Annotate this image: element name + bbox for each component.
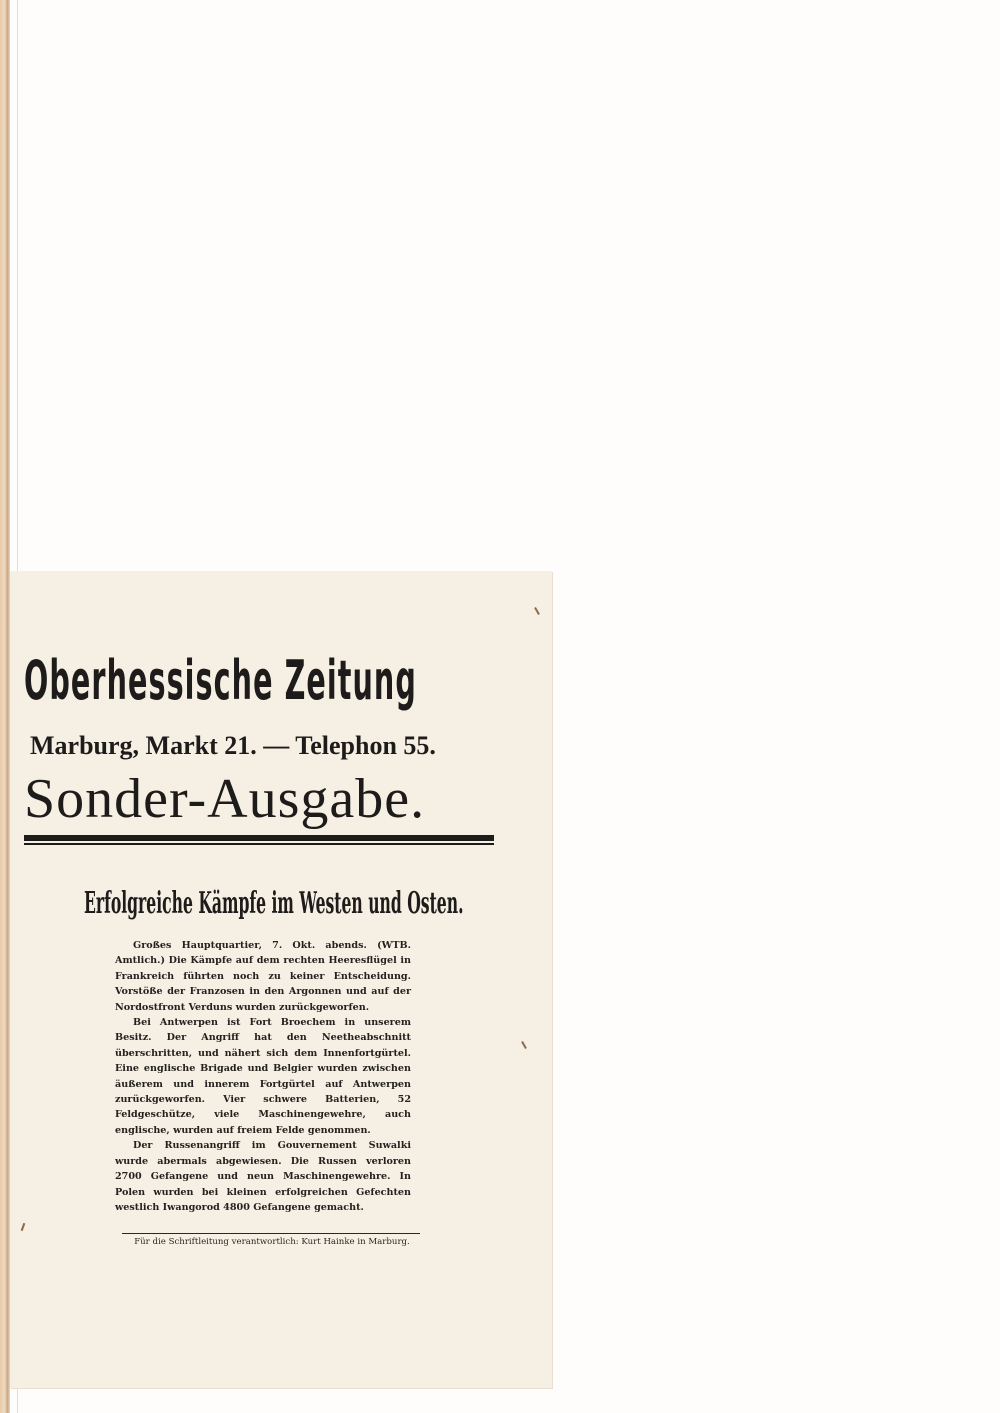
article-paragraph: Der Russenangriff im Gouvernement Suwalki wurde abermals abgewiesen. Die Russen verloren 2700 Gefangene und neun Maschinengewehre. In Polen wurden bei kleinen erfolgreichen Gefechten westlich Iwangorod 4800 Gefangene gemacht.	[115, 1140, 411, 1213]
article-paragraph: Großes Hauptquartier, 7. Okt. abends. (WTB. Amtlich.) Die Kämpfe auf dem rechten Heeresflügel in Frankreich führten noch zu keiner Entscheidung. Vorstöße der Franzosen in den Argonnen und auf der Nordostfront Verduns wurden zurückgeworfen.	[115, 940, 411, 1013]
paper-speck	[521, 1041, 527, 1049]
newspaper-address: Marburg, Markt 21. — Telephon 55.	[30, 731, 436, 760]
paper-speck	[21, 1223, 26, 1231]
article-headline: Erfolgreiche Kämpfe im Westen und Osten.	[84, 886, 464, 921]
page-binding	[0, 0, 10, 1413]
newspaper-clipping	[10, 571, 552, 1388]
masthead-rule-thick	[24, 835, 494, 841]
edition-title: Sonder-Ausgabe.	[24, 768, 426, 830]
imprint-rule	[122, 1233, 420, 1234]
article-body	[115, 938, 411, 1215]
paper-speck	[534, 607, 540, 615]
newspaper-masthead: Oberhessische Zeitung	[24, 649, 417, 712]
masthead-rule-thin	[24, 843, 494, 845]
article-paragraph: Bei Antwerpen ist Fort Broechem in unserem Besitz. Der Angriff hat den Neetheabschnitt überschritten, und nähert sich dem Innenfortgürtel. Eine englische Brigade und Belgier wurden zwischen äußerem und innerem Fortgürtel auf Antwerpen zurückgeworfen. Vier schwere Batterien, 52 Feldgeschütze, viele Maschinengewehre, auch englische, wurden auf freiem Felde genommen.	[115, 1017, 411, 1136]
editorial-imprint: Für die Schriftleitung verantwortlich: Kurt Hainke in Marburg.	[134, 1237, 410, 1247]
